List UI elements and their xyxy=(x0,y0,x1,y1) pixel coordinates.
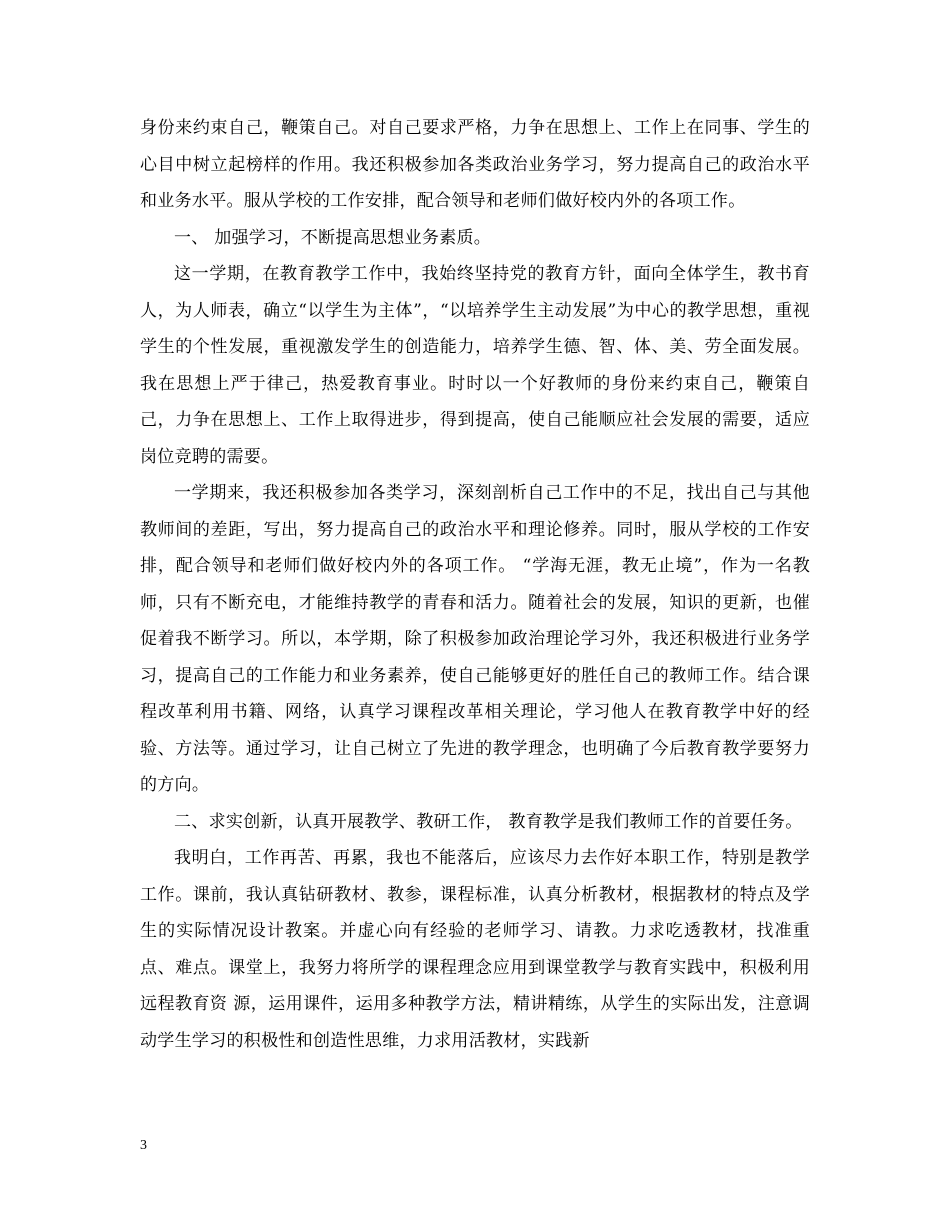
paragraph-2: 这一学期，在教育教学工作中，我始终坚持党的教育方针，面向全体学生，教书育人，为人师表，确立“以学生为主体”，“以培养学生主动发展”为中心的教学思想，重视学生的个性发展，重视激发学生的创造能力，培养学生德、智、体、美、劳全面发展。我在思想上严于律己，热爱教育事业。时时以一个好教师的身份来约束自己，鞭策自己，力争在思想上、工作上取得进步，得到提高，使自己能顺应社会发展的需要，适应岗位竞聘的需要。 xyxy=(140,264,810,467)
paragraph-3: 一学期来，我还积极参加各类学习，深刻剖析自己工作中的不足，找出自己与其他教师间的差距，写出，努力提高自己的政治水平和理论修养。同时，服从学校的工作安排，配合领导和老师们做好校内外的各项工作。 “学海无涯，教无止境”，作为一名教师，只有不断充电，才能维持教学的青春和活力。随着社会的发展，知识的更新，也催促着我不断学习。所以，本学期，除了积极参加政治理论学习外，我还积极进行业务学习，提高自己的工作能力和业务素养，使自己能够更好的胜任自己的教师工作。结合课程改革利用书籍、网络，认真学习课程改革相关理论，学习他人在教育教学中好的经验、方法等。通过学习，让自己树立了先进的教学理念，也明确了今后教育教学要努力的方向。 xyxy=(140,483,810,795)
document-body xyxy=(140,110,810,1059)
paragraph-1: 身份来约束自己，鞭策自己。对自己要求严格，力争在思想上、工作上在同事、学生的心目中树立起榜样的作用。我还积极参加各类政治业务学习，努力提高自己的政治水平和业务水平。服从学校的工作安排，配合领导和老师们做好校内外的各项工作。 xyxy=(140,118,810,211)
section-heading-1: 一、 加强学习，不断提高思想业务素质。 xyxy=(174,227,492,248)
paragraph-4: 我明白，工作再苦、再累，我也不能落后，应该尽力去作好本职工作，特别是教学工作。课前，我认真钻研教材、教参，课程标准，认真分析教材，根据教材的特点及学生的实际情况设计教案。并虚心向有经验的老师学习、请教。力求吃透教材，找准重点、难点。课堂上，我努力将所学的课程理念应用到课堂教学与教育实践中，积极利用远程教育资 源，运用课件，运用多种教学方法，精讲精练，从学生的实际出发，注意调动学生学习的积极性和创造性思维，力求用活教材，实践新 xyxy=(140,848,810,1051)
section-heading-2: 二、求实创新，认真开展教学、教研工作， 教育教学是我们教师工作的首要任务。 xyxy=(174,811,803,832)
page-number: 3 xyxy=(140,1138,147,1153)
